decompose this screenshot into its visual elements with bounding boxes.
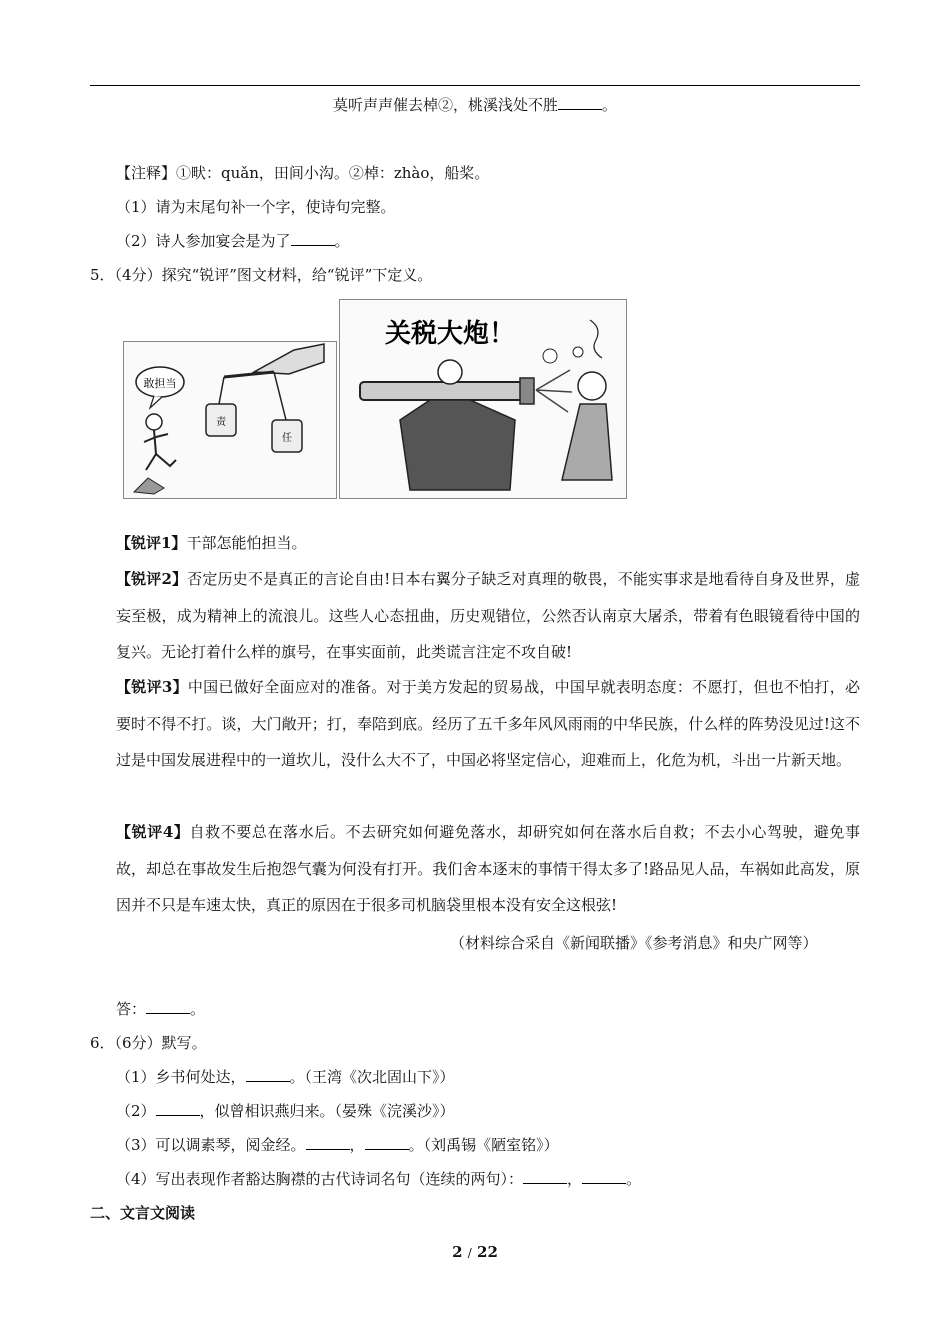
cartoon-tariff-drawing xyxy=(340,300,626,498)
review-3-tag: 【锐评3】 xyxy=(116,678,188,696)
speech-bubble-text: 敢担当 xyxy=(143,377,177,390)
fill-blank[interactable] xyxy=(523,1169,567,1184)
bucket-label: 任 xyxy=(282,433,292,444)
review-4: 【锐评4】自救不要总在落水后。不去研究如何避免落水，却研究如何在落水后自救；不去小心驾驶，避免事故，却总在事故发生后抱怨气囊为何没有打开。我们舍本逐末的事情干得太多了!路品见人品，车祸如此高发，原因并不只是车速太快，真正的原因在于很多司机脑袋里根本没有安全这根弦! xyxy=(116,823,860,914)
question-6-3: （3）可以调素琴，阅金经。 ， 。（刘禹锡《陋室铭》） xyxy=(116,1136,559,1154)
cartoon-tariff-cannon xyxy=(339,299,627,499)
material-source: （材料综合采自《新闻联播》《参考消息》和央广网等） xyxy=(450,934,818,952)
cartoon-responsibility-drawing xyxy=(124,342,336,498)
question-5: 5．（4分）探究“锐评”图文材料，给“锐评”下定义。 xyxy=(90,266,433,284)
question-6-2: （2） ，似曾相识燕归来。（晏殊《浣溪沙》） xyxy=(116,1102,455,1120)
fill-blank[interactable] xyxy=(246,1067,290,1082)
cartoon-title: 关税大炮！ xyxy=(384,319,516,349)
answer-line: 答： 。 xyxy=(116,1000,206,1018)
question-6-1: （1）乡书何处达， 。（王湾《次北固山下》） xyxy=(116,1068,455,1086)
review-2: 【锐评2】否定历史不是真正的言论自由!日本右翼分子缺乏对真理的敬畏，不能实事求是地看待自身及世界，虚妄至极，成为精神上的流浪儿。这些人心态扭曲，历史观错位，公然否认南京大屠杀，带着有色眼镜看待中国的复兴。无论打着什么样的旗号，在事实面前，此类谎言注定不攻自破! xyxy=(116,570,861,661)
review-1: 【锐评1】干部怎能怕担当。 xyxy=(116,534,307,552)
question-6-4: （4）写出表现作者豁达胸襟的古代诗词名句（连续的两句）： ， 。 xyxy=(116,1170,642,1188)
poem-last-line: 莫听声声催去棹②，桃溪浅处不胜 。 xyxy=(332,96,618,114)
fill-blank[interactable] xyxy=(306,1135,350,1150)
cartoon-responsibility xyxy=(123,341,337,499)
section-heading: 二、文言文阅读 xyxy=(90,1204,196,1222)
annotation-note: 【注释】①畎：quǎn，田间小沟。②棹：zhào，船桨。 xyxy=(116,164,490,182)
fill-blank[interactable] xyxy=(582,1169,626,1184)
answer-blank[interactable] xyxy=(146,999,190,1014)
review-4-tag: 【锐评4】 xyxy=(116,823,190,841)
question-4-1: （1）请为末尾句补一个字，使诗句完整。 xyxy=(116,198,396,216)
fill-blank[interactable] xyxy=(558,95,602,110)
question-4-2: （2）诗人参加宴会是为了 。 xyxy=(116,232,350,250)
fill-blank[interactable] xyxy=(365,1135,409,1150)
page-number: 2 / 22 xyxy=(452,1243,498,1261)
question-6: 6．（6分）默写。 xyxy=(90,1034,207,1052)
review-3: 【锐评3】中国已做好全面应对的准备。对于美方发起的贸易战，中国早就表明态度：不愿打，但也不怕打，必要时不得不打。谈，大门敞开；打，奉陪到底。经历了五千多年风风雨雨的中华民族，什么样的阵势没见过!这不过是中国发展进程中的一道坎儿，没什么大不了，中国必将坚定信心，迎难而上，化危为机，斗出一片新天地。 xyxy=(116,678,860,769)
bucket-label: 责 xyxy=(216,417,226,428)
review-2-tag: 【锐评2】 xyxy=(116,570,188,588)
review-1-tag: 【锐评1】 xyxy=(116,534,187,552)
fill-blank[interactable] xyxy=(156,1101,200,1116)
fill-blank[interactable] xyxy=(291,231,335,246)
header-rule xyxy=(90,85,860,86)
